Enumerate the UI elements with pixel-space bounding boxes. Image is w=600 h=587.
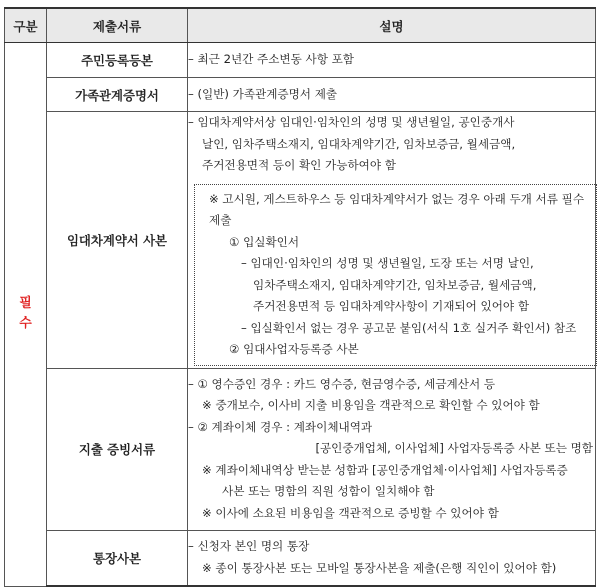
desc-cell [188, 43, 596, 78]
note-line: ① 입실확인서 [229, 234, 300, 249]
desc-line: [공인중개업체, 이사업체] 사업자등록증 사본 또는 명함 [315, 441, 593, 456]
desc-line: – 최근 2년간 주소변동 사항 포함 [188, 52, 354, 67]
doc-expense-proof: 지출 증빙서류 [47, 368, 188, 530]
note-line: 주거전용면적 등 임대차계약사항이 기재되어 있어야 함 [253, 299, 530, 313]
doc-resident-registration: 주민등록등본 [47, 43, 188, 78]
desc-line: ※ 계좌이체내역상 받는분 성함과 [공인중개업체·이사업체] 사업자등록증 [202, 462, 568, 477]
desc-line: 주거전용면적 등이 확인 가능하여야 함 [202, 158, 396, 172]
note-line: ② 임대사업자등록증 사본 [229, 342, 359, 356]
table-header-row [5, 8, 596, 43]
desc-cell [188, 112, 596, 369]
header-category: 구분 [5, 8, 47, 43]
table-row [5, 112, 596, 369]
desc-line: – ② 계좌이체 경우 : 계좌이체내역과 [188, 419, 373, 434]
desc-line: 사본 또는 명함의 직원 성함이 일치해야 함 [222, 484, 435, 499]
header-description: 설명 [188, 8, 596, 43]
category-required [5, 43, 47, 587]
category-char: 수 [19, 316, 32, 332]
desc-cell [188, 530, 596, 586]
doc-lease-contract: 임대차계약서 사본 [47, 112, 188, 369]
desc-cell [188, 78, 596, 112]
table-row [5, 530, 596, 586]
note-line: ※ 고시원, 게스트하우스 등 임대차계약서가 없는 경우 아래 두개 서류 필수 제출 [209, 191, 585, 227]
doc-bankbook-copy: 통장사본 [47, 530, 188, 586]
note-line: – 입실확인서 없는 경우 공고문 붙임(서식 1호 실거주 확인서) 참조 [241, 320, 577, 335]
desc-line: – ① 영수증인 경우 : 카드 영수증, 현금영수증, 세금계산서 등 [188, 376, 496, 391]
required-documents-table [4, 7, 596, 587]
desc-line: – 신청자 본인 명의 통장 [188, 539, 310, 554]
desc-line: ※ 중개보수, 이사비 지출 비용임을 객관적으로 확인할 수 있어야 함 [202, 398, 540, 413]
note-line: 임차주택소재지, 임대차계약기간, 임차보증금, 월세금액, [253, 277, 537, 292]
note-line: – 임대인·임차인의 성명 및 생년월일, 도장 또는 서명 날인, [241, 256, 534, 270]
note-box [194, 184, 597, 366]
desc-line: – 임대차계약서상 임대인·임차인의 성명 및 생년월일, 공인중개사 [188, 115, 515, 129]
header-document: 제출서류 [47, 8, 188, 43]
desc-line: – (일반) 가족관계증명서 제출 [188, 86, 338, 101]
table-row [5, 43, 596, 78]
category-char: 필 [19, 296, 32, 312]
desc-line: ※ 이사에 소요된 비용임을 객관적으로 증빙할 수 있어야 함 [202, 505, 499, 520]
desc-cell [188, 368, 596, 530]
table-row [5, 78, 596, 112]
table-row [5, 368, 596, 530]
desc-line: 날인, 임차주택소재지, 임대차계약기간, 임차보증금, 월세금액, [202, 136, 516, 151]
desc-line: ※ 종이 통장사본 또는 모바일 통장사본을 제출(은행 직인이 있어야 함) [202, 560, 557, 575]
doc-family-relation: 가족관계증명서 [47, 78, 188, 112]
